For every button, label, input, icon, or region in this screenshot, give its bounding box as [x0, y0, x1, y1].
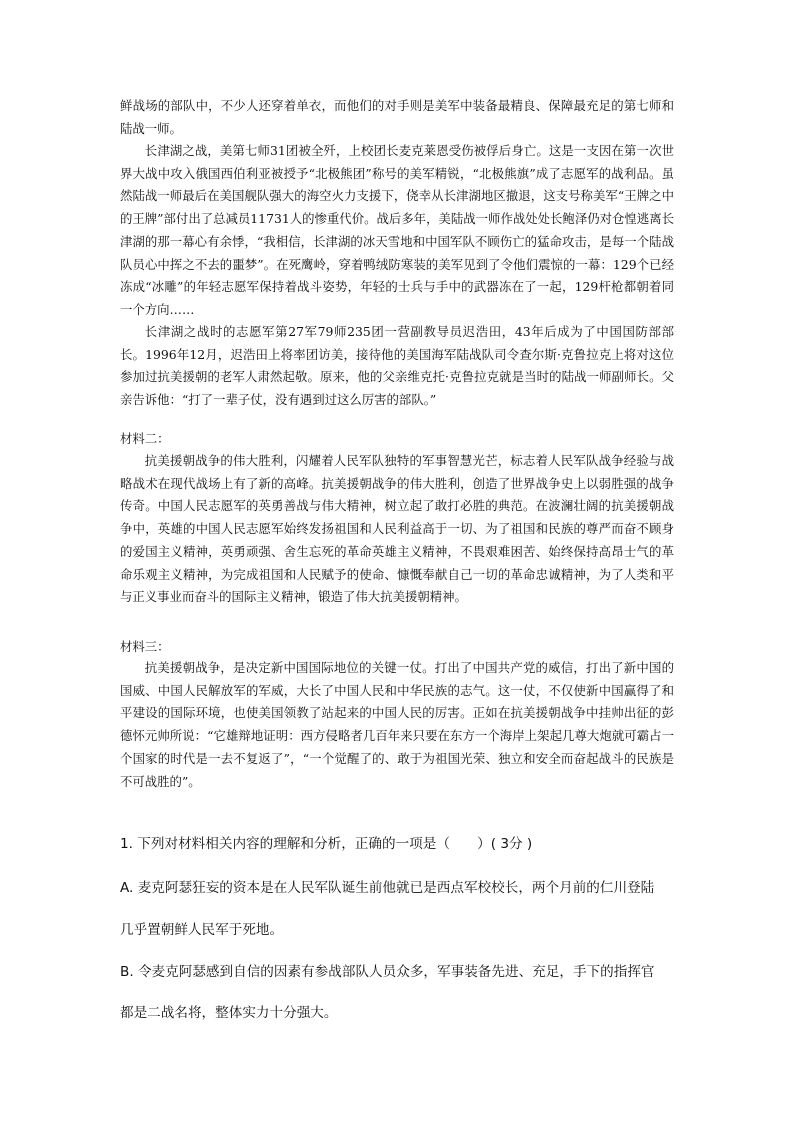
chi-haotian-paragraph: 长津湖之战时的志愿军第27军79师235团一营副教导员迟浩田，43年后成为了中国国防部部长。1996年12月，迟浩田上将率团访美，接待他的美国海军陆战队司令查尔斯·克鲁拉克上将对这位参加过抗美援朝的老军人肃然起敬。原来，他的父亲维克托·克鲁拉克就是当时的陆战一师副师长。父亲告诉他：“打了一辈子仗，没有遇到过这么厉害的部队。” [120, 324, 674, 408]
material-two-body: 抗美援朝战争的伟大胜利，闪耀着人民军队独特的军事智慧光芒，标志着人民军队战争经验与战略战术在现代战场上有了新的高峰。抗美援朝战争的伟大胜利，创造了世界战争史上以弱胜强的战争传奇。中国人民志愿军的英勇善战与伟大精神，树立起了敢打必胜的典范。在波澜壮阔的抗美援朝战争中，英雄的中国人民志愿军始终发扬祖国和人民利益高于一切、为了祖国和民族的尊严而奋不顾身的爱国主义精神，英勇顽强、舍生忘死的革命英雄主义精神，不畏艰难困苦、始终保持高昂士气的革命乐观主义精神，为完成祖国和人民赋予的使命、慷慨奉献自己一切的革命忠诚精神，为了人类和平与正义事业而奋斗的国际主义精神，锻造了伟大抗美援朝精神。 [120, 453, 674, 605]
material-three-body: 抗美援朝战争，是决定新中国国际地位的关键一仗。打出了中国共产党的威信，打出了新中国的国威、中国人民解放军的军威，大长了中国人民和中华民族的志气。这一仗，不仅使新中国赢得了和平建设的国际环境，也使美国领教了站起来的中国人民的厉害。正如在抗美援朝战争中挂帅出征的彭德怀元帅所说：“它雄辩地证明：西方侵略者几百年来只要在东方一个海岸上架起几尊大炮就可霸占一个国家的时代是一去不复返了”，“一个觉醒了的、敢于为祖国光荣、独立和安全而奋起战斗的民族是不可战胜的”。 [120, 660, 674, 789]
option-a-line-2: 几乎置朝鲜人民军于死地。 [120, 922, 284, 938]
material-three-heading: 材料三： [120, 639, 170, 654]
question-1-stem: 1. 下列对材料相关内容的理解和分析，正确的一项是（ ）( 3分 ) [120, 836, 533, 852]
option-b-line-1: B. 令麦克阿瑟感到自信的因素有参战部队人员众多，军事装备先进、充足，手下的指挥官 [120, 964, 655, 980]
material-two-heading: 材料二： [120, 431, 170, 446]
material-one-continuation: 鲜战场的部队中，不少人还穿着单衣，而他们的对手则是美军中装备最精良、保障最充足的第七师和陆战一师。 [120, 98, 674, 136]
changjin-lake-paragraph: 长津湖之战，美第七师31团被全歼，上校团长麦克莱恩受伤被俘后身亡。这是一支因在第一次世界大战中攻入俄国西伯利亚被授予“北极熊团”称号的美军精锐，“北极熊旗”成了志愿军的战利品。虽然陆战一师最后在美国舰队强大的海空火力支援下，侥幸从长津湖地区撤退，这支号称美军“王牌之中的王牌”部付出了总减员11731人的惨重代价。战后多年，美陆战一师作战处处长鲍泽仍对仓惶逃离长津湖的那一幕心有余悸，“我相信，长津湖的冰天雪地和中国军队不顾伤亡的猛命攻击，是每一个陆战队员心中挥之不去的噩梦”。在死鹰岭，穿着鸭绒防寒装的美军见到了令他们震惊的一幕：129个已经冻成“冰雕”的年轻志愿军保持着战斗姿势，年轻的士兵与手中的武器冻在了一起，129杆枪都朝着同一个方向…… [120, 143, 674, 317]
option-a-line-1: A. 麦克阿瑟狂妄的资本是在人民军队诞生前他就已是西点军校校长，两个月前的仁川登陆 [120, 880, 655, 896]
option-b-line-2: 都是二战名将，整体实力十分强大。 [120, 1005, 338, 1021]
